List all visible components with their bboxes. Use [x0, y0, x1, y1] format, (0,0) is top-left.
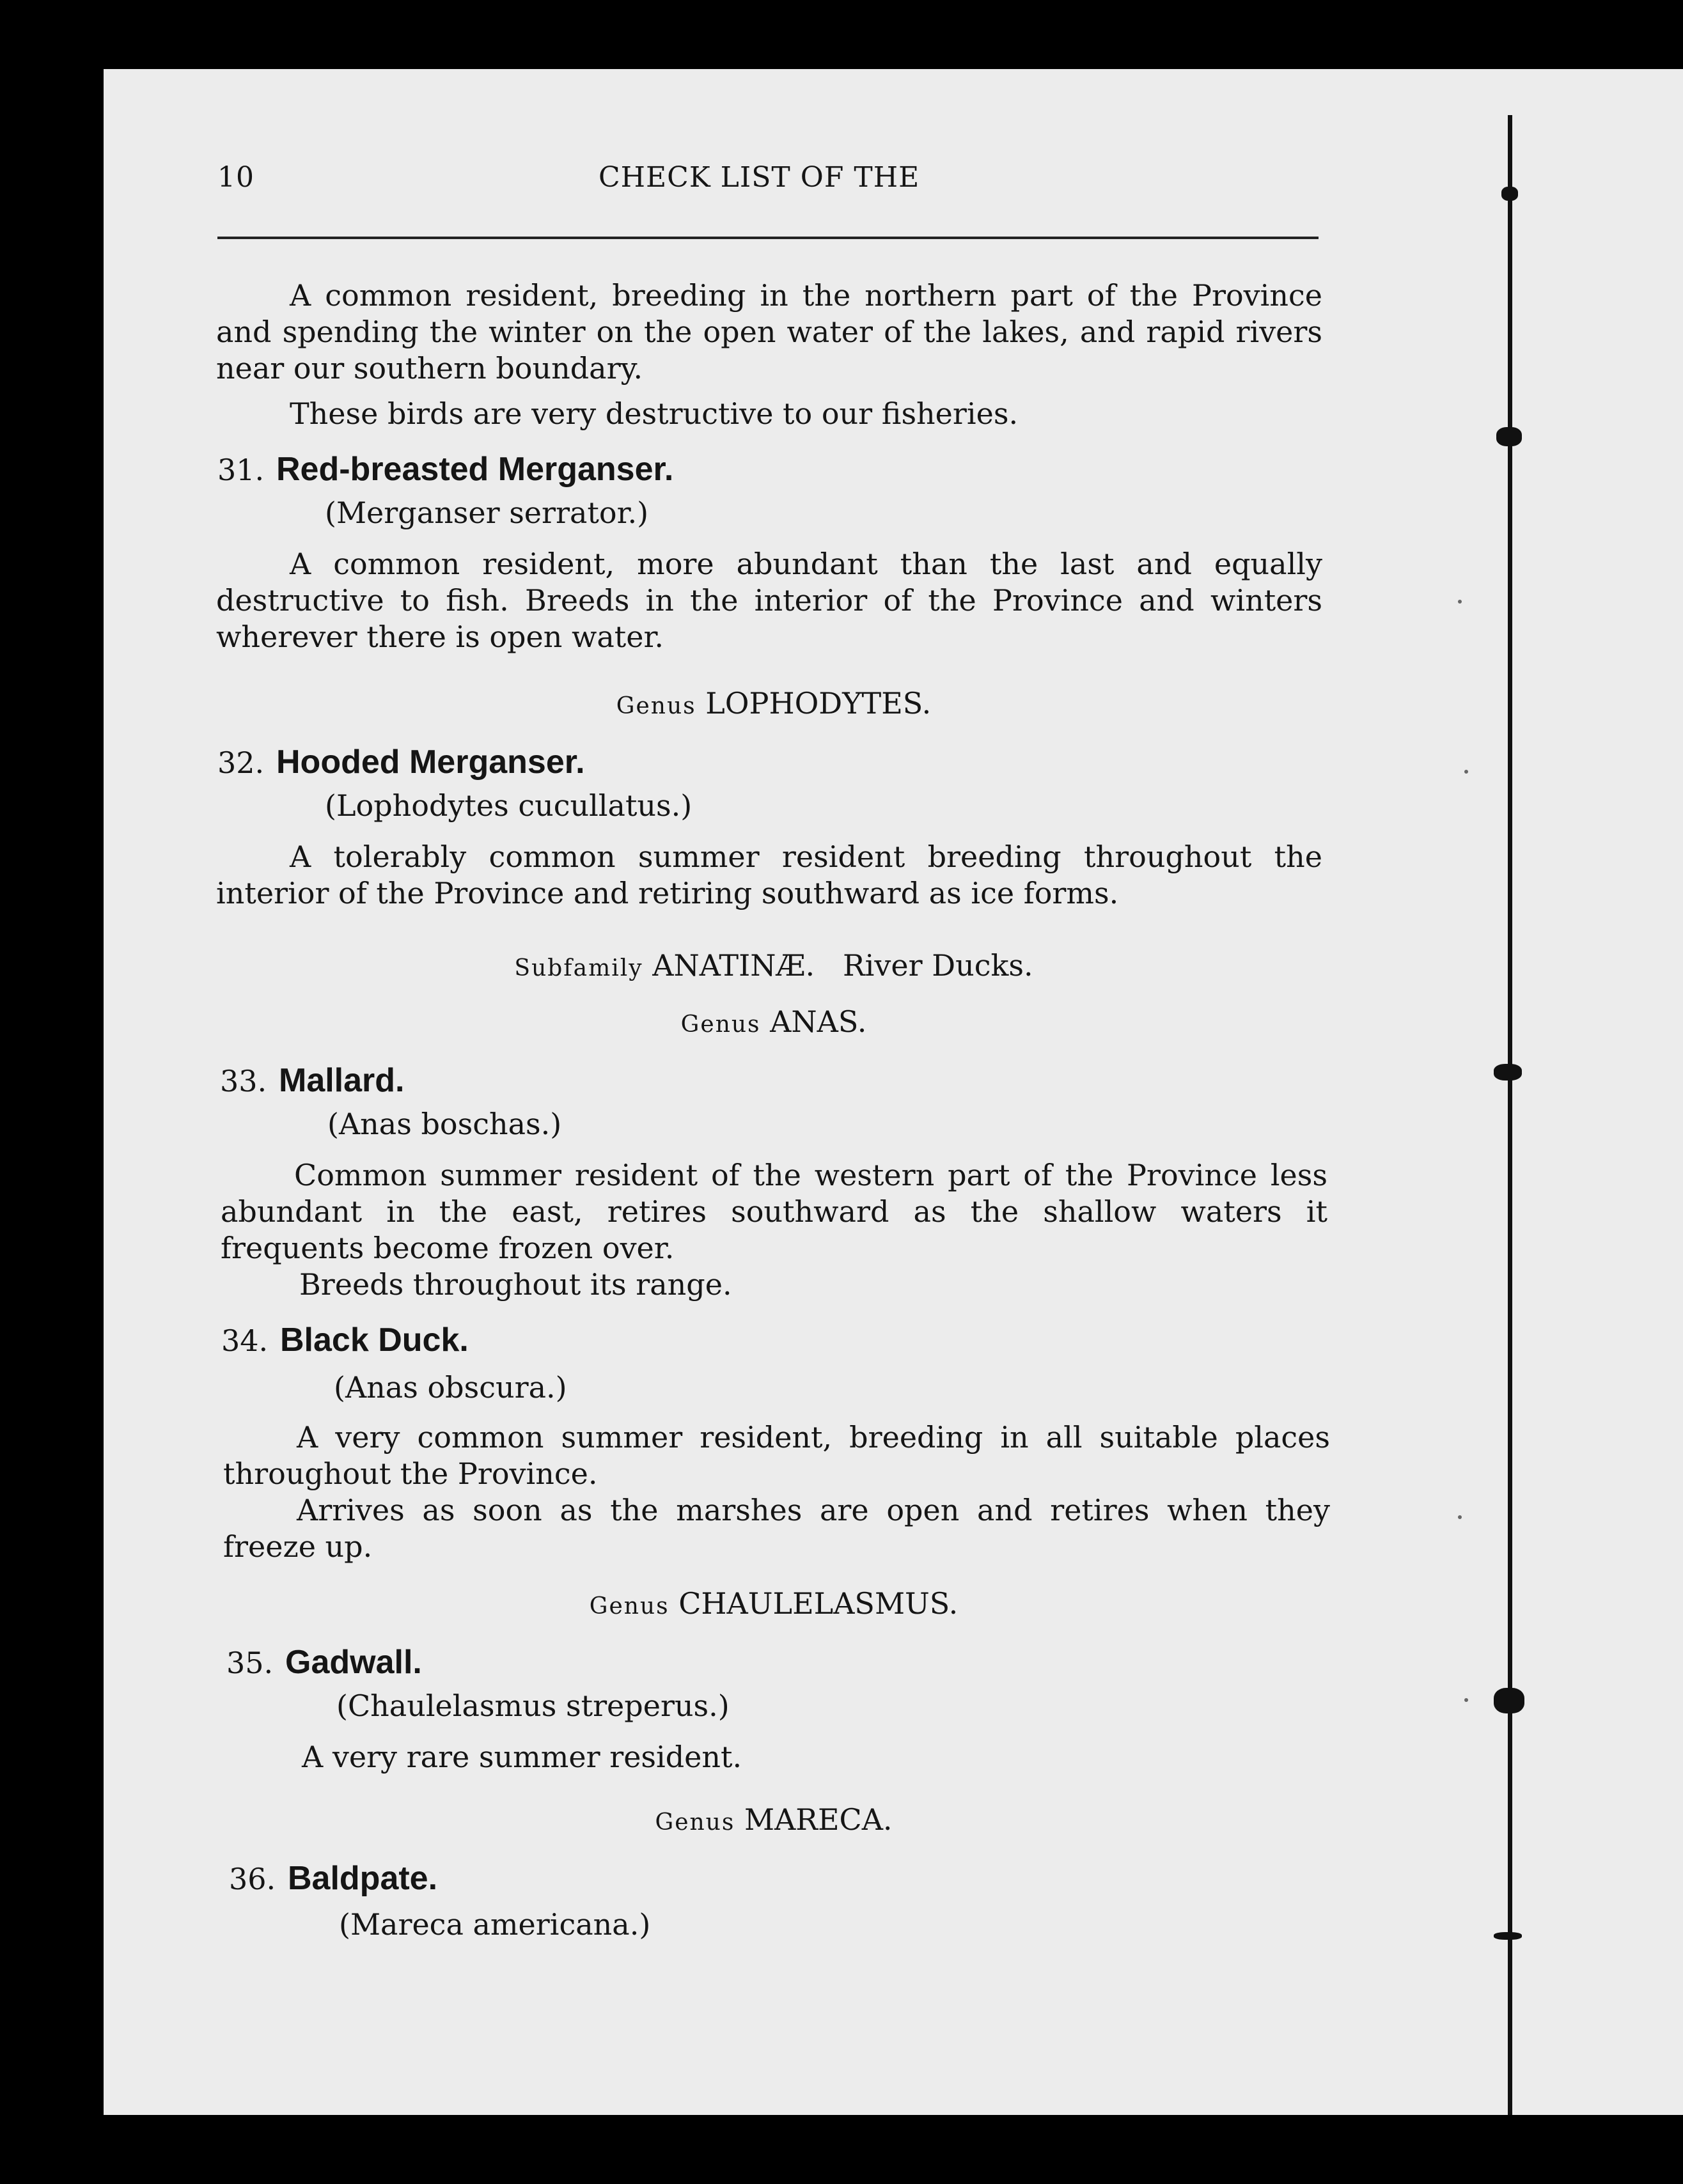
- scientific-name: (Anas obscura.): [334, 1370, 567, 1405]
- species-number: 32.: [217, 745, 265, 780]
- species-entry-33: [220, 1063, 405, 1100]
- speck: [1464, 1698, 1468, 1702]
- binding-edge-rule: [1508, 115, 1512, 2115]
- species-entry-36: [229, 1860, 437, 1898]
- species-number: 36.: [229, 1862, 276, 1896]
- species-name: Red-breasted Merganser.: [276, 451, 674, 488]
- species-description: A tolerably common summer resident breeding throughout the interior of the Province and retiring southward as ice forms.: [216, 839, 1322, 910]
- species-name: Baldpate.: [288, 1860, 438, 1897]
- genus-heading: Genus ANAS.: [680, 1004, 867, 1039]
- species-name: Black Duck.: [280, 1322, 469, 1359]
- binding-mark: [1501, 187, 1518, 201]
- species-name: Hooded Merganser.: [276, 744, 585, 781]
- species-description-2: Arrives as soon as the marshes are open and retires when they freeze up.: [223, 1493, 1330, 1564]
- intro-paragraph: A common resident, breeding in the northern part of the Province and spending the winter on the open water of the lakes, and rapid rivers near our southern boundary.: [216, 278, 1322, 386]
- species-number: 33.: [220, 1064, 267, 1098]
- speck: [1458, 1515, 1462, 1519]
- scientific-name: (Chaulelasmus streperus.): [336, 1689, 730, 1723]
- species-description: A very common summer resident, breeding in all suitable places throughout the Province.: [223, 1420, 1330, 1491]
- species-name: Gadwall.: [285, 1644, 422, 1681]
- species-description-2: Breeds throughout its range.: [299, 1267, 732, 1302]
- scientific-name: (Lophodytes cucullatus.): [325, 788, 693, 823]
- genus-heading: Genus CHAULELASMUS.: [589, 1586, 959, 1621]
- scientific-name: (Merganser serrator.): [325, 495, 649, 530]
- header-rule: [217, 237, 1319, 239]
- binding-mark: [1494, 1688, 1524, 1713]
- species-entry-34: [221, 1322, 469, 1359]
- subfamily-heading: Subfamily ANATINÆ. River Ducks.: [514, 948, 1033, 983]
- species-entry-31: [217, 451, 673, 488]
- species-description: A common resident, more abundant than the last and equally destructive to fish. Breeds in the interior of the Province and winters wherever there is open water.: [216, 547, 1322, 654]
- genus-heading: Genus MARECA.: [655, 1802, 893, 1837]
- species-description: Common summer resident of the western part of the Province less abundant in the east, retires southward as the shallow waters it frequents become frozen over.: [221, 1158, 1327, 1265]
- binding-mark: [1494, 1064, 1522, 1080]
- running-title: CHECK LIST OF THE: [599, 161, 920, 194]
- species-entry-35: [226, 1644, 422, 1681]
- genus-heading: Genus LOPHODYTES.: [616, 686, 932, 721]
- species-description: A very rare summer resident.: [302, 1740, 742, 1774]
- intro-paragraph-2: These birds are very destructive to our fisheries.: [290, 396, 1019, 431]
- species-entry-32: [217, 744, 585, 781]
- speck: [1458, 600, 1462, 604]
- binding-mark: [1494, 1932, 1522, 1940]
- species-number: 34.: [221, 1323, 269, 1358]
- scientific-name: (Anas boschas.): [327, 1107, 562, 1141]
- species-number: 31.: [217, 453, 265, 487]
- species-number: 35.: [226, 1646, 274, 1680]
- page-number: 10: [217, 161, 254, 194]
- scientific-name: (Mareca americana.): [339, 1907, 651, 1942]
- binding-mark: [1496, 427, 1522, 446]
- species-name: Mallard.: [279, 1062, 405, 1099]
- speck: [1464, 770, 1468, 774]
